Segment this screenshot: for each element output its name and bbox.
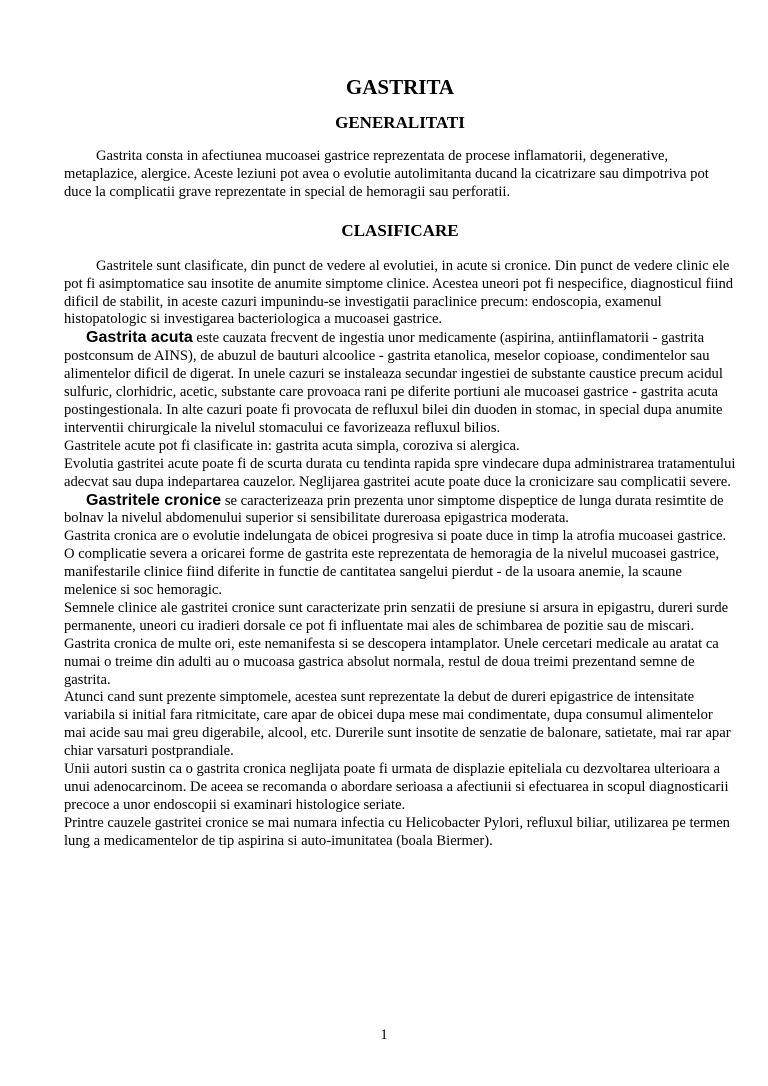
- paragraph-chronic-symptoms: Atunci cand sunt prezente simptomele, acestea sunt reprezentate la debut de dureri epigastrice de intensitate variabila si initial fara ritmicitate, care apar de obicei dupa mese mai condimentate, dupa consumul alimentelor mai acide sau mai greu digerabile, alcool, etc. Durerile sunt insotite de senzatie de balonare, satietate, mai rar apar chiar varsaturi postprandiale.: [64, 689, 731, 760]
- paragraph-chronic-causes: Printre cauzele gastritei cronice se mai numara infectia cu Helicobacter Pylori, refluxul biliar, utilizarea pe termen lung a medicamentelor de tip aspirina si auto-imunitatea (boala Biermer).: [64, 814, 730, 849]
- paragraph-chronic-evolution: Gastrita cronica are o evolutie indelungata de obicei progresiva si poate duce in timp la atrofia mucoasei gastrice.: [64, 528, 727, 545]
- section-heading-generalitati: GENERALITATI: [335, 113, 465, 132]
- document-body: [64, 74, 736, 851]
- section-heading-clasificare: CLASIFICARE: [341, 220, 459, 240]
- paragraph-chronic-asymptomatic: Gastrita cronica de multe ori, este nemanifesta si se descopera intamplator. Unele cercetari medicale au aratat ca numai o treime din adulti au o mucoasa gastrica absolut normala, restul de doua treimi prezentand semne de gastrita.: [64, 635, 719, 688]
- paragraph-acute-classification: Gastritele acute pot fi clasificate in: gastrita acuta simpla, coroziva si alergica.: [64, 437, 520, 454]
- page-number: 1: [380, 1027, 388, 1043]
- paragraph-generalitati: Gastrita consta in afectiunea mucoasei gastrice reprezentata de procese inflamatorii, degenerative, metaplazice, alergice. Aceste leziuni pot avea o evolutie autolimitanta ducand la cicatrizare sau dimpotriva pot duce la complicatii grave reprezentate in special de hemoragii sau perforatii.: [64, 148, 709, 200]
- paragraph-chronic-signs: Semnele clinice ale gastritei cronice sunt caracterizate prin senzatii de presiune si arsura in epigastru, dureri surde permanente, uneori cu iradieri dorsale ce pot fi influentate mai ales de schimbarea de pozitie sau de miscari.: [64, 599, 729, 634]
- lead-term-gastritele-cronice: Gastritele cronice: [86, 491, 222, 509]
- paragraph-chronic-risk: Unii autori sustin ca o gastrita cronica neglijata poate fi urmata de displazie epiteliala cu dezvoltarea ulterioara a unui adenocarcinom. De aceea se recomanda o abordare serioasa a afectiunii si efectuarea in scopul diagnosticarii precoce a unor endoscopii si examinari histologice seriate.: [64, 761, 729, 813]
- paragraph-clasificare-intro: Gastritele sunt clasificate, din punct de vedere al evolutiei, in acute si cronice. Din punct de vedere clinic ele pot fi asimptomatice sau insotite de anumite simptome clinice. Acestea uneori pot fi nespecifice, diagnosticul fiind dificil de stabilit, in aceste cazuri impunindu-se investigatii paraclinice precum: endoscopia, examenul histopatologic si investigarea bacteriologica a mucoasei gastrice.: [64, 257, 734, 328]
- paragraph-gastrita-acuta-text: este cauzata frecvent de ingestia unor medicamente (aspirina, antiinflamatorii - gastrita postconsum de AINS), de abuzul de bauturi alcoolice - gastrita etanolica, meselor copioase, condimentelor sau alimentelor dificil de digerat. In unele cazuri se instaleaza secundar ingestiei de substante caustice precum acidul sulfuric, clorhidric, acetic, substante care provoaca rani pe diferite portiuni ale mucoasei gastrice - gastrita acuta postingestionala. In alte cazuri poate fi provocata de refluxul bilei din duoden in stomac, in special dupa anumite interventii chirurgicale la nivelul stomacului ce favorizeaza refluxul bilios.: [64, 330, 723, 436]
- paragraph-gastrita-acuta: [64, 329, 736, 437]
- paragraph-gastritele-cronice-text: se caracterizeaza prin prezenta unor simptome dispeptice de lunga durata resimtite de bolnav la nivelul abdomenului superior si sensibilitate dureroasa epigastrica moderata.: [64, 492, 724, 527]
- paragraph-chronic-complication: O complicatie severa a oricarei forme de gastrita este reprezentata de hemoragia de la nivelul mucoasei gastrice, manifestarile clinice fiind diferite in functie de cantitatea sangelui pierdut - de la usoara anemie, la scaune melenice si soc hemoragic.: [64, 546, 720, 599]
- paragraph-acute-evolution: Evolutia gastritei acute poate fi de scurta durata cu tendinta rapida spre vindecare dupa administrarea tratamentului adecvat sau dupa indepartarea cauzelor. Neglijarea gastritei acute poate duce la cronicizare sau complicatii severe.: [64, 455, 736, 490]
- lead-term-gastrita-acuta: Gastrita acuta: [86, 329, 193, 347]
- paragraph-gastritele-cronice: [64, 492, 736, 529]
- document-title: GASTRITA: [345, 75, 455, 99]
